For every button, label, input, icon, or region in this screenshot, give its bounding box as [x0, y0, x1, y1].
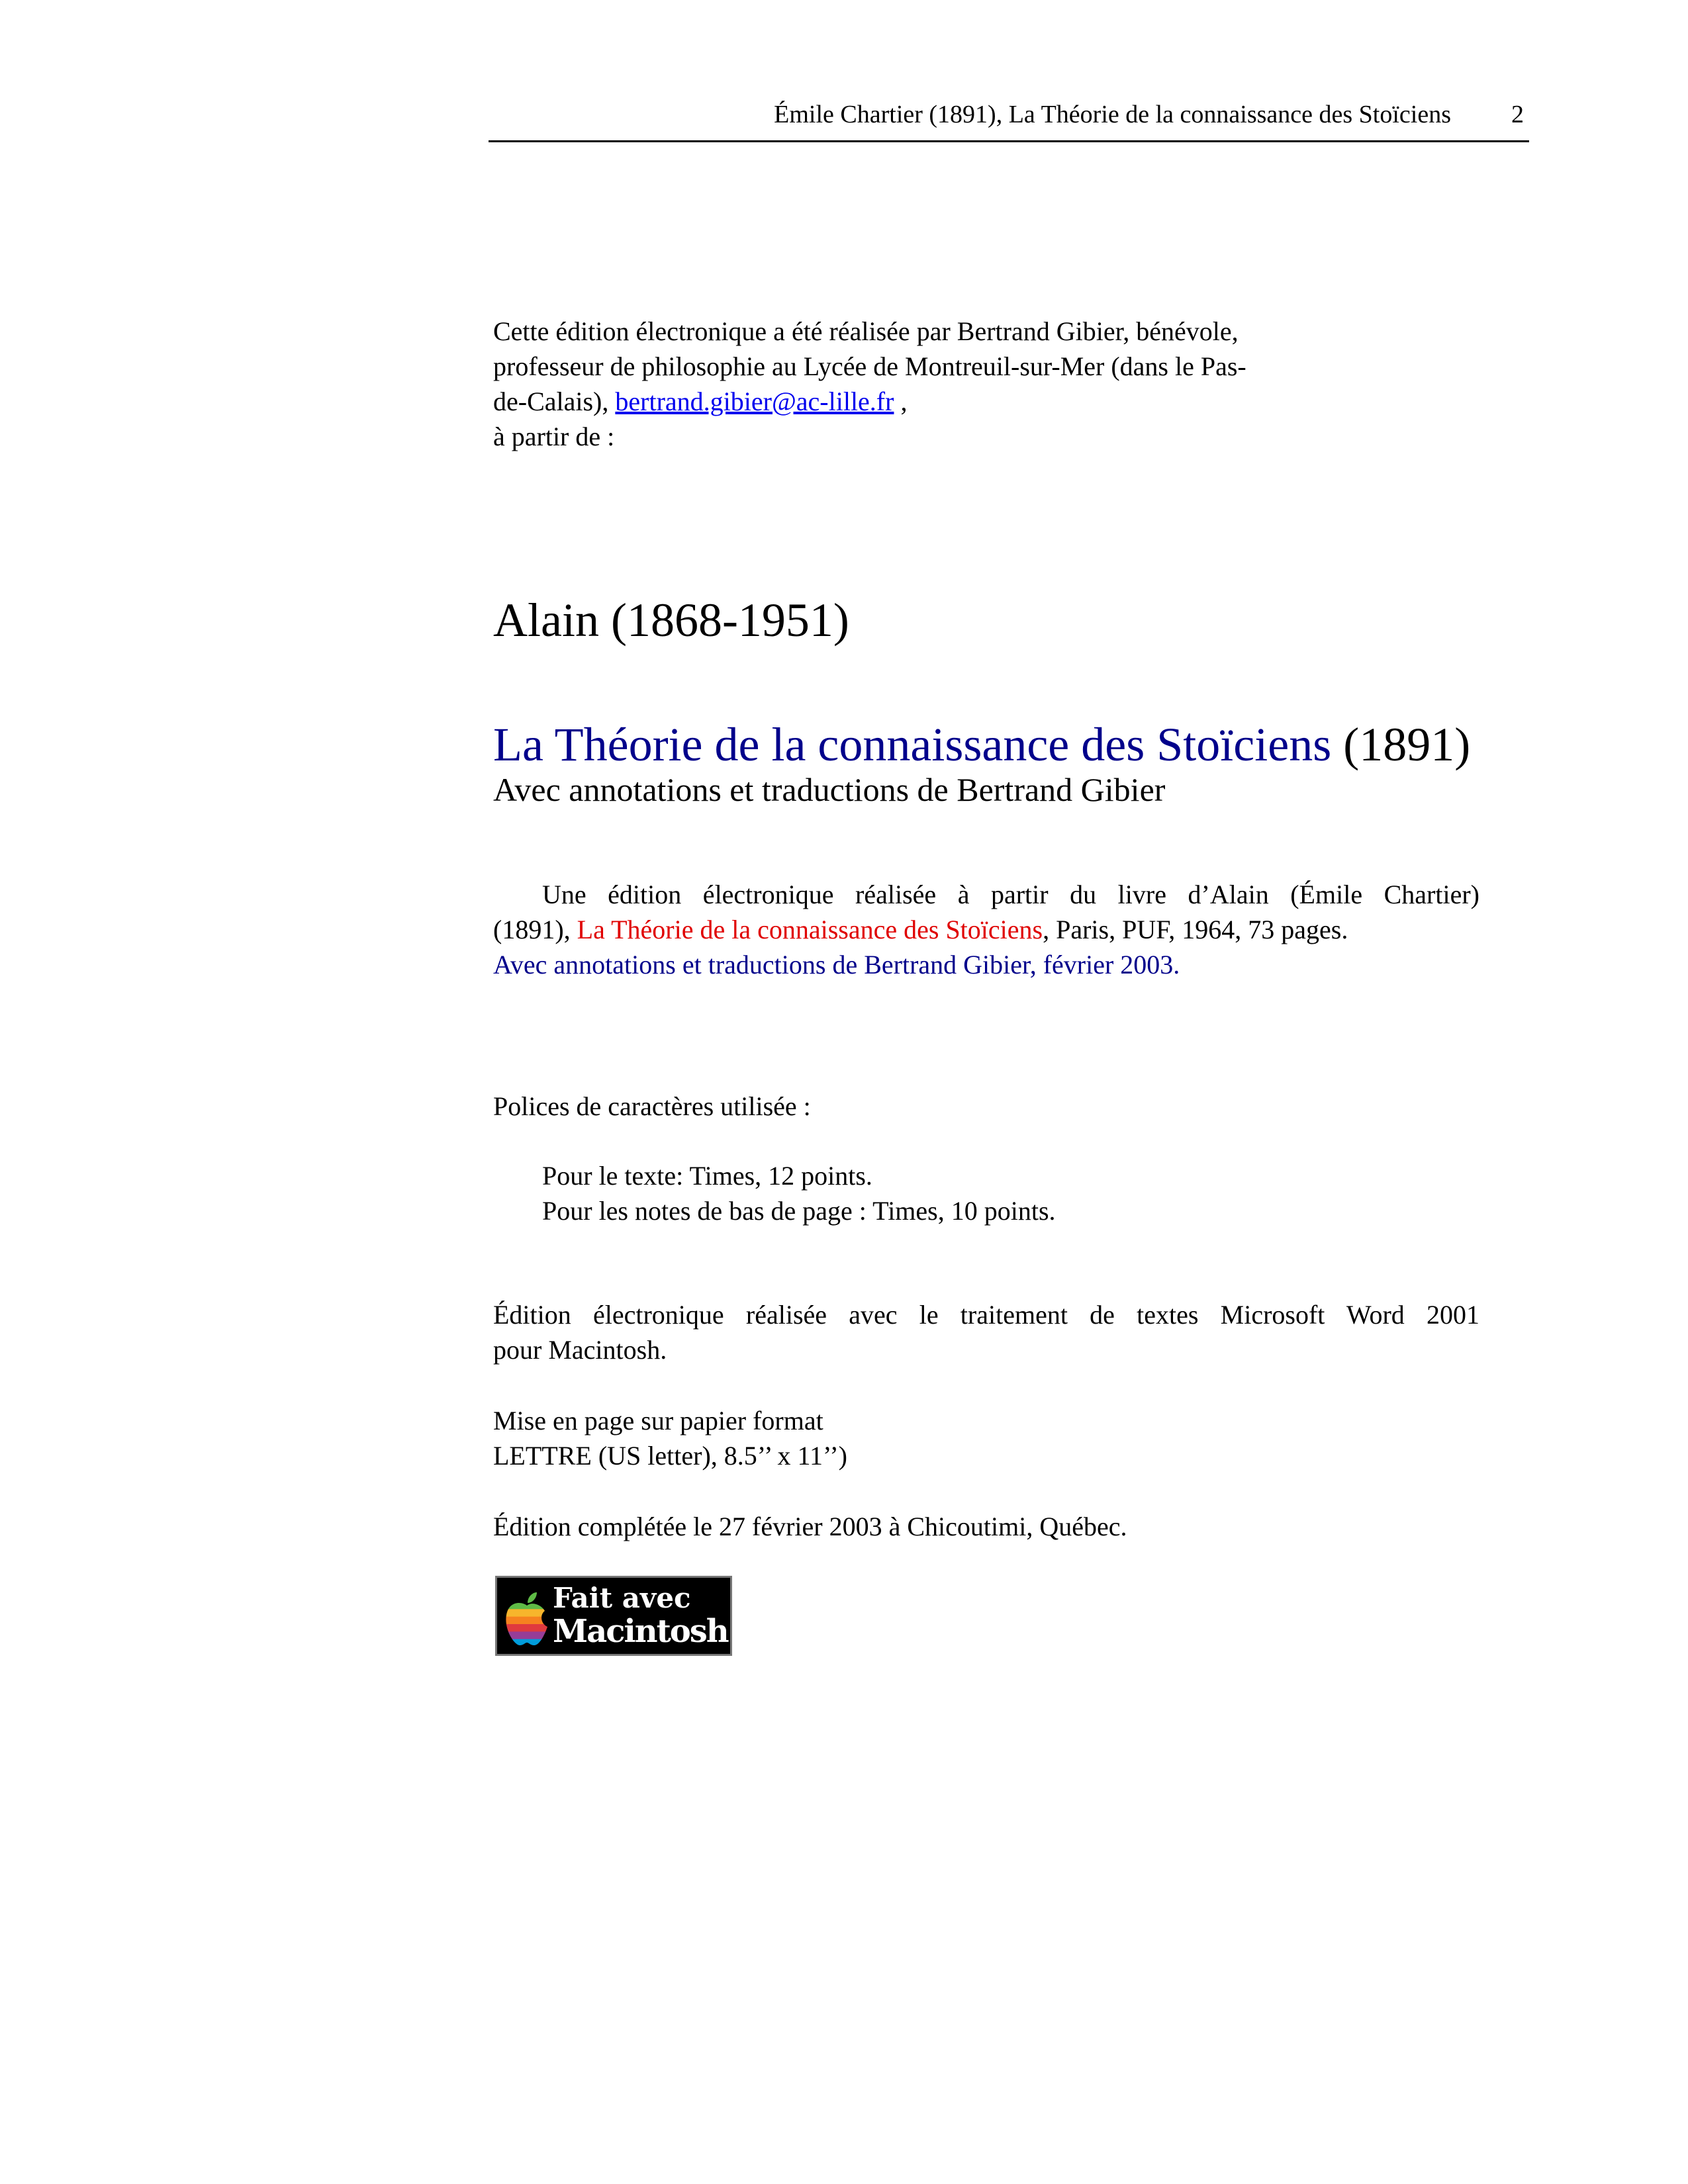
credit-line — [493, 384, 1486, 419]
software-line: Édition électronique réalisée avec le traitement de textes Microsoft Word 2001 — [493, 1300, 1479, 1330]
edition-desc-suffix: , Paris, PUF, 1964, 73 pages. — [1043, 915, 1348, 944]
apple-stripe — [504, 1624, 550, 1632]
completion-note: Édition complétée le 27 février 2003 à Chicoutimi, Québec. — [493, 1512, 1127, 1541]
credit-paragraph — [493, 314, 1486, 454]
credit-line-prefix: de-Calais), — [493, 387, 616, 416]
apple-stripe — [504, 1639, 550, 1647]
credit-line: professeur de philosophie au Lycée de Montreuil-sur-Mer (dans le Pas- — [493, 351, 1246, 381]
edition-desc-line: Une édition électronique réalisée à partir du livre d’Alain (Émile Chartier) — [542, 880, 1479, 909]
apple-stripe — [504, 1609, 550, 1617]
author-heading: Alain (1868-1951) — [493, 594, 849, 647]
page-number: 2 — [1511, 101, 1524, 128]
edition-desc-line: Avec annotations et traductions de Bertrand Gibier, février 2003. — [493, 950, 1180, 979]
apple-stripe — [504, 1617, 550, 1625]
email-link[interactable]: bertrand.gibier@ac-lille.fr — [615, 387, 894, 416]
apple-logo-icon — [504, 1591, 550, 1647]
credit-line: Cette édition électronique a été réalisée par Bertrand Gibier, bénévole, — [493, 316, 1239, 346]
fonts-notes-item: Pour les notes de bas de page : Times, 10 points. — [542, 1196, 1056, 1226]
fonts-text-item: Pour le texte: Times, 12 points. — [542, 1161, 872, 1191]
work-title — [493, 715, 1470, 774]
running-title: Émile Chartier (1891), La Théorie de la connaissance des Stoïciens — [774, 101, 1451, 128]
badge-line1: Fait avec — [553, 1582, 691, 1614]
credit-line-suffix: , — [894, 387, 908, 416]
edition-desc-line — [493, 912, 1479, 947]
badge-line2: Macintosh — [553, 1613, 728, 1650]
software-paragraph — [493, 1297, 1479, 1367]
layout-line: LETTRE (US letter), 8.5’’ x 11’’) — [493, 1441, 847, 1471]
apple-stripe — [504, 1631, 550, 1639]
software-line: pour Macintosh. — [493, 1335, 667, 1365]
work-title-text: La Théorie de la connaissance des Stoïciens — [493, 718, 1332, 771]
made-with-macintosh-badge — [495, 1576, 732, 1656]
running-header — [489, 98, 1529, 142]
fonts-heading: Polices de caractères utilisée : — [493, 1091, 811, 1121]
edition-description — [493, 877, 1479, 982]
credit-line: à partir de : — [493, 422, 615, 451]
work-subtitle: Avec annotations et traductions de Bertrand Gibier — [493, 771, 1166, 808]
layout-line: Mise en page sur papier format — [493, 1406, 823, 1435]
work-year: (1891) — [1331, 718, 1471, 771]
apple-stripe — [504, 1602, 550, 1610]
edition-desc-title: La Théorie de la connaissance des Stoïciens — [577, 915, 1043, 944]
edition-desc-prefix: (1891), — [493, 915, 577, 944]
